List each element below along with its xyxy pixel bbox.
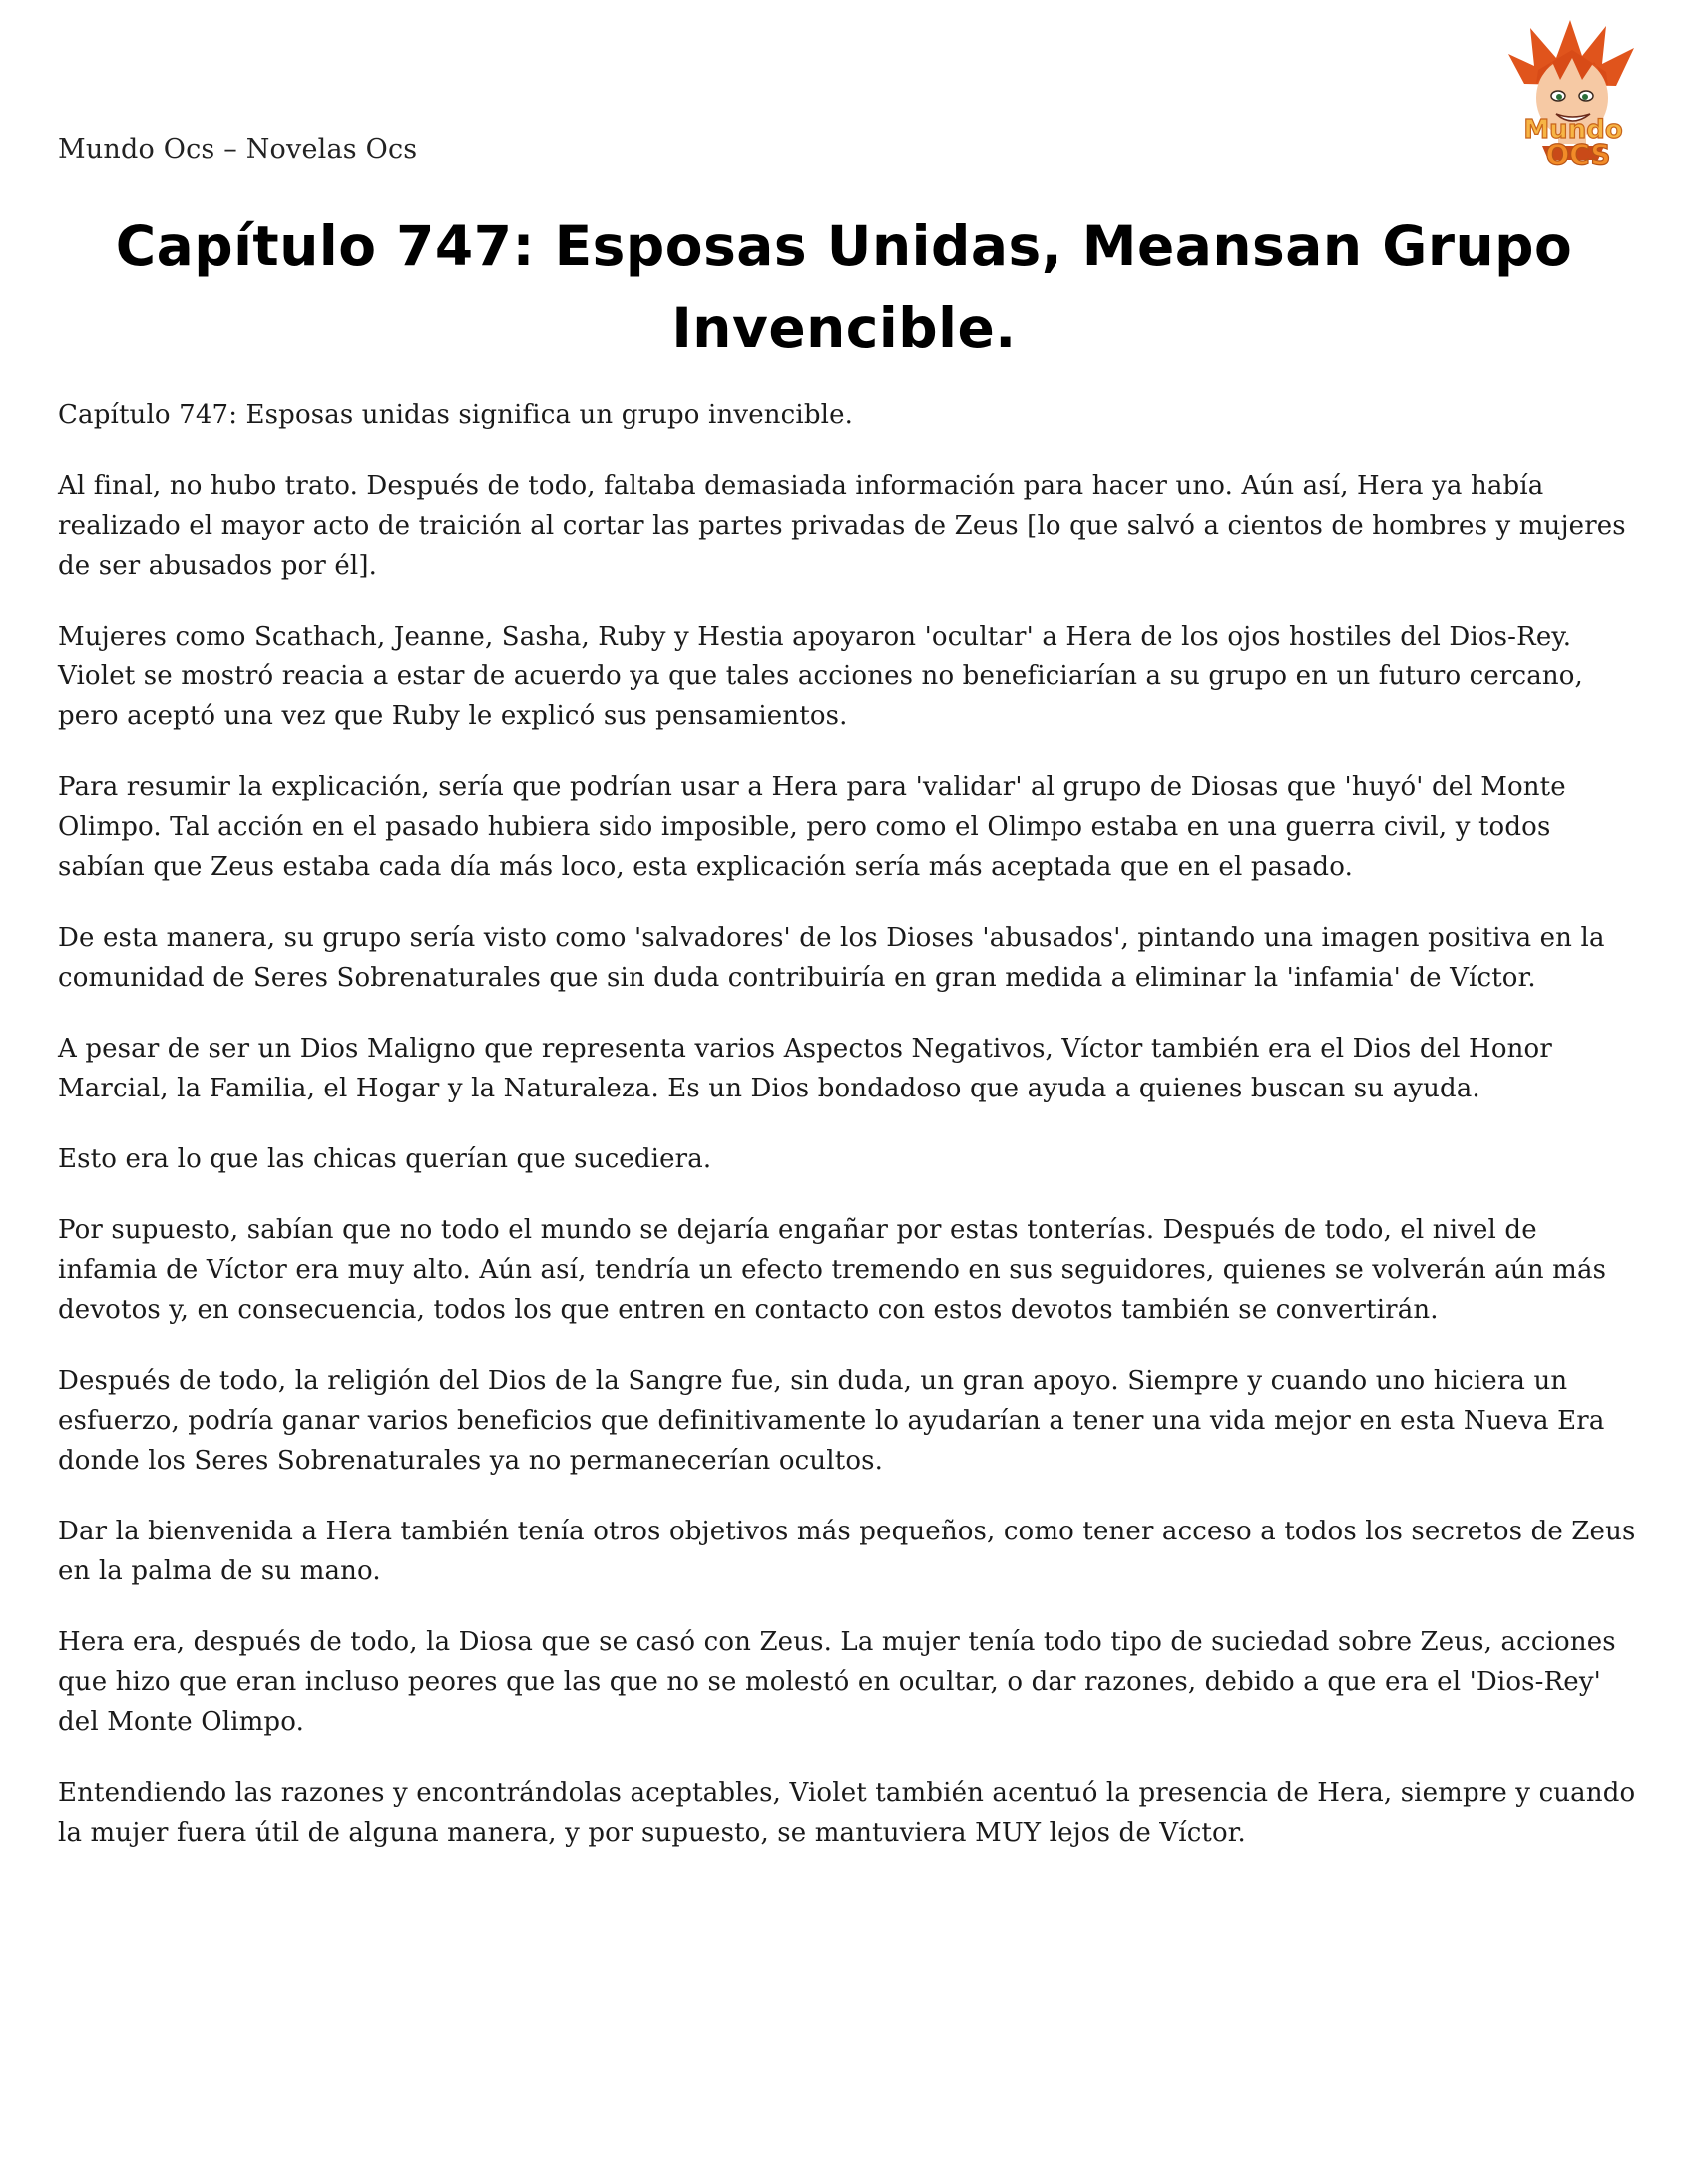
mundo-ocs-logo xyxy=(1494,14,1652,174)
paragraph: A pesar de ser un Dios Maligno que representa varios Aspectos Negativos, Víctor también era el Dios del Honor Marcial, la Familia, el Hogar y la Naturaleza. Es un Dios bondadoso que ayuda a quienes buscan su ayuda. xyxy=(58,1034,1552,1103)
paragraph: De esta manera, su grupo sería visto como 'salvadores' de los Dioses 'abusados', pintando una imagen positiva en la comunidad de Seres Sobrenaturales que sin duda contribuiría en gran medida a eliminar la 'infamia' de Víctor. xyxy=(58,923,1605,993)
paragraph: Para resumir la explicación, sería que podrían usar a Hera para 'validar' al grupo de Diosas que 'huyó' del Monte Olimpo. Tal acción en el pasado hubiera sido imposible, pero como el Olimpo estaba en una guerra civil, y todos sabían que Zeus estaba cada día más loco, esta explicación sería más aceptada que en el pasado. xyxy=(58,772,1566,882)
mascot-logo-icon xyxy=(1494,14,1652,174)
chapter-body xyxy=(58,395,1639,1884)
paragraph: Al final, no hubo trato. Después de todo, faltaba demasiada información para hacer uno. Aún así, Hera ya había realizado el mayor acto de traición al cortar las partes privadas de Zeus [lo que salvó a cientos de hombres y mujeres de ser abusados por él]. xyxy=(58,471,1626,581)
paragraph: Después de todo, la religión del Dios de la Sangre fue, sin duda, un gran apoyo. Siempre y cuando uno hiciera un esfuerzo, podría ganar varios beneficios que definitivamente lo ayudarían a tener una vida mejor en esta Nueva Era donde los Seres Sobrenaturales ya no permanecerían ocultos. xyxy=(58,1366,1605,1476)
paragraph: Capítulo 747: Esposas unidas significa un grupo invencible. xyxy=(58,400,854,430)
paragraph: Mujeres como Scathach, Jeanne, Sasha, Ruby y Hestia apoyaron 'ocultar' a Hera de los ojos hostiles del Dios-Rey. Violet se mostró reacia a estar de acuerdo ya que tales acciones no beneficiarían a su grupo en un futuro cercano, pero aceptó una vez que Ruby le explicó sus pensamientos. xyxy=(58,622,1583,731)
site-header: Mundo Ocs – Novelas Ocs xyxy=(58,134,418,165)
paragraph: Por supuesto, sabían que no todo el mundo se dejaría engañar por estas tonterías. Después de todo, el nivel de infamia de Víctor era muy alto. Aún así, tendría un efecto tremendo en sus seguidores, quienes se volverán aún más devotos y, en consecuencia, todos los que entren en contacto con estos devotos también se convertirán. xyxy=(58,1215,1607,1325)
logo-text-bottom: OCS xyxy=(1545,138,1611,171)
chapter-title: Capítulo 747: Esposas Unidas, Meansan Grupo Invencible. xyxy=(115,215,1573,360)
paragraph: Hera era, después de todo, la Diosa que se casó con Zeus. La mujer tenía todo tipo de suciedad sobre Zeus, acciones que hizo que eran incluso peores que las que no se molestó en ocultar, o dar razones, debido a que era el 'Dios-Rey' del Monte Olimpo. xyxy=(58,1627,1616,1737)
paragraph: Entendiendo las razones y encontrándolas aceptables, Violet también acentuó la presencia de Hera, siempre y cuando la mujer fuera útil de alguna manera, y por supuesto, se mantuviera MUY lejos de Víctor. xyxy=(58,1778,1636,1848)
paragraph: Esto era lo que las chicas querían que sucediera. xyxy=(58,1144,712,1174)
paragraph: Dar la bienvenida a Hera también tenía otros objetivos más pequeños, como tener acceso a todos los secretos de Zeus en la palma de su mano. xyxy=(58,1517,1636,1586)
logo-text-top: Mundo xyxy=(1523,115,1623,145)
